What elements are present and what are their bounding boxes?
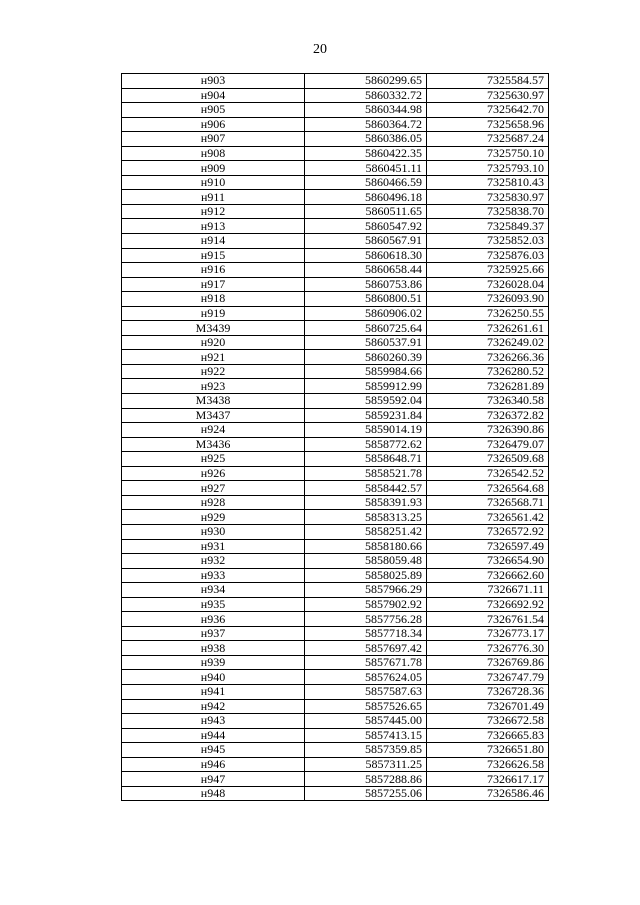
table-row	[122, 641, 549, 656]
table-row	[122, 190, 549, 205]
coordinates-table-body	[122, 74, 549, 801]
y-coordinate-cell: 7326692.92	[427, 597, 549, 612]
point-id-cell: н921	[122, 350, 305, 365]
y-coordinate-cell: 7326597.49	[427, 539, 549, 554]
table-row	[122, 655, 549, 670]
table-row	[122, 524, 549, 539]
x-coordinate-cell: 5858059.48	[305, 554, 427, 569]
point-id-cell: н933	[122, 568, 305, 583]
y-coordinate-cell: 7325642.70	[427, 103, 549, 118]
y-coordinate-cell: 7326665.83	[427, 728, 549, 743]
x-coordinate-cell: 5860466.59	[305, 175, 427, 190]
point-id-cell: н903	[122, 74, 305, 89]
table-row	[122, 452, 549, 467]
point-id-cell: н944	[122, 728, 305, 743]
y-coordinate-cell: 7326340.58	[427, 394, 549, 409]
y-coordinate-cell: 7325793.10	[427, 161, 549, 176]
point-id-cell: н914	[122, 234, 305, 249]
x-coordinate-cell: 5857587.63	[305, 684, 427, 699]
y-coordinate-cell: 7325750.10	[427, 146, 549, 161]
table-row	[122, 510, 549, 525]
x-coordinate-cell: 5860496.18	[305, 190, 427, 205]
point-id-cell: н922	[122, 364, 305, 379]
x-coordinate-cell: 5860422.35	[305, 146, 427, 161]
x-coordinate-cell: 5857288.86	[305, 772, 427, 787]
y-coordinate-cell: 7326769.86	[427, 655, 549, 670]
x-coordinate-cell: 5857718.34	[305, 626, 427, 641]
x-coordinate-cell: 5860332.72	[305, 88, 427, 103]
point-id-cell: н942	[122, 699, 305, 714]
point-id-cell: н935	[122, 597, 305, 612]
point-id-cell: н938	[122, 641, 305, 656]
x-coordinate-cell: 5857697.42	[305, 641, 427, 656]
point-id-cell: н943	[122, 714, 305, 729]
y-coordinate-cell: 7326586.46	[427, 786, 549, 801]
y-coordinate-cell: 7326701.49	[427, 699, 549, 714]
point-id-cell: н911	[122, 190, 305, 205]
point-id-cell: н929	[122, 510, 305, 525]
table-row	[122, 423, 549, 438]
y-coordinate-cell: 7326281.89	[427, 379, 549, 394]
table-row	[122, 466, 549, 481]
y-coordinate-cell: 7326250.55	[427, 306, 549, 321]
y-coordinate-cell: 7325810.43	[427, 175, 549, 190]
x-coordinate-cell: 5857902.92	[305, 597, 427, 612]
table-row	[122, 335, 549, 350]
x-coordinate-cell: 5860567.91	[305, 234, 427, 249]
x-coordinate-cell: 5859592.04	[305, 394, 427, 409]
table-row	[122, 306, 549, 321]
y-coordinate-cell: 7326617.17	[427, 772, 549, 787]
y-coordinate-cell: 7325849.37	[427, 219, 549, 234]
y-coordinate-cell: 7326028.04	[427, 277, 549, 292]
table-row	[122, 408, 549, 423]
table-row	[122, 626, 549, 641]
table-row	[122, 394, 549, 409]
x-coordinate-cell: 5857756.28	[305, 612, 427, 627]
point-id-cell: н923	[122, 379, 305, 394]
x-coordinate-cell: 5860753.86	[305, 277, 427, 292]
table-row	[122, 495, 549, 510]
x-coordinate-cell: 5858180.66	[305, 539, 427, 554]
x-coordinate-cell: 5859014.19	[305, 423, 427, 438]
point-id-cell: н936	[122, 612, 305, 627]
y-coordinate-cell: 7325584.57	[427, 74, 549, 89]
y-coordinate-cell: 7326671.11	[427, 583, 549, 598]
x-coordinate-cell: 5860344.98	[305, 103, 427, 118]
table-row	[122, 670, 549, 685]
table-row	[122, 437, 549, 452]
x-coordinate-cell: 5858772.62	[305, 437, 427, 452]
point-id-cell: н919	[122, 306, 305, 321]
y-coordinate-cell: 7326266.36	[427, 350, 549, 365]
x-coordinate-cell: 5857413.15	[305, 728, 427, 743]
point-id-cell: н939	[122, 655, 305, 670]
point-id-cell: н934	[122, 583, 305, 598]
x-coordinate-cell: 5860537.91	[305, 335, 427, 350]
point-id-cell: н947	[122, 772, 305, 787]
table-row	[122, 248, 549, 263]
y-coordinate-cell: 7326509.68	[427, 452, 549, 467]
x-coordinate-cell: 5859984.66	[305, 364, 427, 379]
y-coordinate-cell: 7326564.68	[427, 481, 549, 496]
point-id-cell: н946	[122, 757, 305, 772]
x-coordinate-cell: 5860511.65	[305, 204, 427, 219]
point-id-cell: н932	[122, 554, 305, 569]
point-id-cell: н941	[122, 684, 305, 699]
x-coordinate-cell: 5859231.84	[305, 408, 427, 423]
y-coordinate-cell: 7326728.36	[427, 684, 549, 699]
table-row	[122, 728, 549, 743]
y-coordinate-cell: 7326561.42	[427, 510, 549, 525]
table-row	[122, 292, 549, 307]
x-coordinate-cell: 5857255.06	[305, 786, 427, 801]
y-coordinate-cell: 7325630.97	[427, 88, 549, 103]
table-row	[122, 364, 549, 379]
x-coordinate-cell: 5860658.44	[305, 263, 427, 278]
x-coordinate-cell: 5860260.39	[305, 350, 427, 365]
table-row	[122, 146, 549, 161]
table-row	[122, 234, 549, 249]
x-coordinate-cell: 5857359.85	[305, 743, 427, 758]
point-id-cell: н904	[122, 88, 305, 103]
table-row	[122, 379, 549, 394]
y-coordinate-cell: 7326093.90	[427, 292, 549, 307]
x-coordinate-cell: 5860364.72	[305, 117, 427, 132]
table-row	[122, 554, 549, 569]
y-coordinate-cell: 7326249.02	[427, 335, 549, 350]
y-coordinate-cell: 7325687.24	[427, 132, 549, 147]
point-id-cell: н948	[122, 786, 305, 801]
point-id-cell: М3438	[122, 394, 305, 409]
point-id-cell: н916	[122, 263, 305, 278]
x-coordinate-cell: 5857445.00	[305, 714, 427, 729]
y-coordinate-cell: 7325658.96	[427, 117, 549, 132]
y-coordinate-cell: 7326672.58	[427, 714, 549, 729]
table-row	[122, 161, 549, 176]
point-id-cell: н918	[122, 292, 305, 307]
y-coordinate-cell: 7326572.92	[427, 524, 549, 539]
x-coordinate-cell: 5860451.11	[305, 161, 427, 176]
table-row	[122, 597, 549, 612]
table-row	[122, 263, 549, 278]
table-row	[122, 132, 549, 147]
x-coordinate-cell: 5860386.05	[305, 132, 427, 147]
x-coordinate-cell: 5859912.99	[305, 379, 427, 394]
point-id-cell: н907	[122, 132, 305, 147]
point-id-cell: н940	[122, 670, 305, 685]
table-row	[122, 612, 549, 627]
x-coordinate-cell: 5858442.57	[305, 481, 427, 496]
x-coordinate-cell: 5857966.29	[305, 583, 427, 598]
point-id-cell: н906	[122, 117, 305, 132]
x-coordinate-cell: 5860547.92	[305, 219, 427, 234]
table-row	[122, 74, 549, 89]
table-row	[122, 786, 549, 801]
table-row	[122, 772, 549, 787]
y-coordinate-cell: 7326542.52	[427, 466, 549, 481]
point-id-cell: н930	[122, 524, 305, 539]
y-coordinate-cell: 7326568.71	[427, 495, 549, 510]
point-id-cell: н915	[122, 248, 305, 263]
table-row	[122, 684, 549, 699]
point-id-cell: М3436	[122, 437, 305, 452]
point-id-cell: н913	[122, 219, 305, 234]
point-id-cell: н926	[122, 466, 305, 481]
page-number: 20	[313, 42, 327, 57]
point-id-cell: н928	[122, 495, 305, 510]
table-row	[122, 175, 549, 190]
x-coordinate-cell: 5860299.65	[305, 74, 427, 89]
x-coordinate-cell: 5858648.71	[305, 452, 427, 467]
table-row	[122, 714, 549, 729]
y-coordinate-cell: 7326761.54	[427, 612, 549, 627]
table-row	[122, 539, 549, 554]
table-row	[122, 757, 549, 772]
table-row	[122, 117, 549, 132]
y-coordinate-cell: 7326654.90	[427, 554, 549, 569]
y-coordinate-cell: 7326776.30	[427, 641, 549, 656]
table-row	[122, 481, 549, 496]
y-coordinate-cell: 7325830.97	[427, 190, 549, 205]
y-coordinate-cell: 7326626.58	[427, 757, 549, 772]
x-coordinate-cell: 5857311.25	[305, 757, 427, 772]
x-coordinate-cell: 5858025.89	[305, 568, 427, 583]
x-coordinate-cell: 5857671.78	[305, 655, 427, 670]
table-row	[122, 583, 549, 598]
y-coordinate-cell: 7326773.17	[427, 626, 549, 641]
y-coordinate-cell: 7326651.80	[427, 743, 549, 758]
x-coordinate-cell: 5860800.51	[305, 292, 427, 307]
x-coordinate-cell: 5860618.30	[305, 248, 427, 263]
y-coordinate-cell: 7326479.07	[427, 437, 549, 452]
point-id-cell: н931	[122, 539, 305, 554]
point-id-cell: н917	[122, 277, 305, 292]
table-row	[122, 204, 549, 219]
y-coordinate-cell: 7325838.70	[427, 204, 549, 219]
y-coordinate-cell: 7325876.03	[427, 248, 549, 263]
point-id-cell: н937	[122, 626, 305, 641]
table-row	[122, 88, 549, 103]
y-coordinate-cell: 7326372.82	[427, 408, 549, 423]
coordinates-table	[121, 73, 549, 801]
x-coordinate-cell: 5857526.65	[305, 699, 427, 714]
point-id-cell: н924	[122, 423, 305, 438]
point-id-cell: н908	[122, 146, 305, 161]
x-coordinate-cell: 5858251.42	[305, 524, 427, 539]
y-coordinate-cell: 7325852.03	[427, 234, 549, 249]
point-id-cell: н910	[122, 175, 305, 190]
y-coordinate-cell: 7326662.60	[427, 568, 549, 583]
point-id-cell: М3437	[122, 408, 305, 423]
table-row	[122, 350, 549, 365]
point-id-cell: н912	[122, 204, 305, 219]
x-coordinate-cell: 5860725.64	[305, 321, 427, 336]
point-id-cell: н905	[122, 103, 305, 118]
point-id-cell: н927	[122, 481, 305, 496]
y-coordinate-cell: 7326747.79	[427, 670, 549, 685]
x-coordinate-cell: 5858391.93	[305, 495, 427, 510]
y-coordinate-cell: 7325925.66	[427, 263, 549, 278]
x-coordinate-cell: 5858521.78	[305, 466, 427, 481]
point-id-cell: н909	[122, 161, 305, 176]
table-row	[122, 699, 549, 714]
point-id-cell: М3439	[122, 321, 305, 336]
y-coordinate-cell: 7326280.52	[427, 364, 549, 379]
table-row	[122, 277, 549, 292]
table-row	[122, 743, 549, 758]
y-coordinate-cell: 7326390.86	[427, 423, 549, 438]
y-coordinate-cell: 7326261.61	[427, 321, 549, 336]
x-coordinate-cell: 5857624.05	[305, 670, 427, 685]
table-row	[122, 103, 549, 118]
point-id-cell: н920	[122, 335, 305, 350]
point-id-cell: н945	[122, 743, 305, 758]
point-id-cell: н925	[122, 452, 305, 467]
x-coordinate-cell: 5858313.25	[305, 510, 427, 525]
x-coordinate-cell: 5860906.02	[305, 306, 427, 321]
table-row	[122, 219, 549, 234]
table-row	[122, 568, 549, 583]
table-row	[122, 321, 549, 336]
